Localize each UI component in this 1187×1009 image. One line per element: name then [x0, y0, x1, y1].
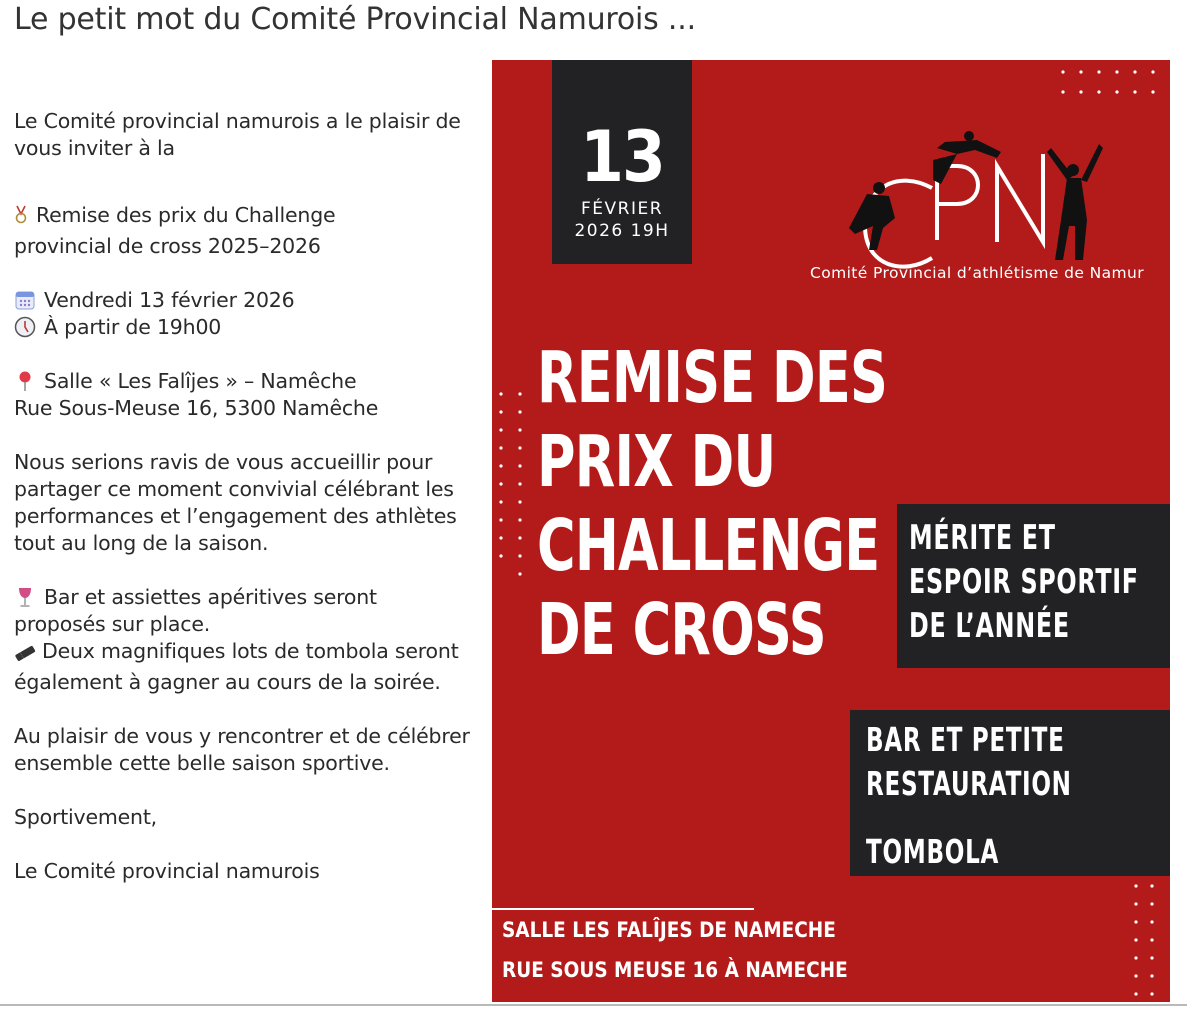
- venue-name: Salle « Les Falîjes » – Namêche: [44, 369, 357, 393]
- dot-pattern-left: [498, 390, 528, 580]
- bar-line-2: proposés sur place.: [14, 612, 211, 636]
- bar-line: BAR ET PETITE: [866, 720, 1065, 759]
- poster-address-line-2: RUE SOUS MEUSE 16 À NAMECHE: [502, 958, 848, 982]
- venue-address: Rue Sous-Meuse 16, 5300 Namêche: [14, 396, 379, 420]
- signoff-text: Sportivement,: [14, 805, 158, 829]
- dot-pattern-top-right: [1059, 68, 1169, 98]
- closing-text: Au plaisir de vous y rencontrer et de célébrer ensemble cette belle saison sportive.: [14, 724, 470, 775]
- poster-date-box: [552, 60, 692, 264]
- medal-icon: [14, 205, 28, 233]
- poster-main-title: [537, 336, 887, 672]
- bar-text: [866, 718, 1072, 806]
- title-line: REMISE DES: [537, 336, 888, 419]
- merite-line: DE L’ANNÉE: [909, 606, 1070, 646]
- merite-line: MÉRITE ET: [909, 518, 1056, 558]
- merite-text: [909, 516, 1139, 648]
- ticket-icon: [14, 642, 36, 669]
- welcome-text: Nous serions ravis de vous accueillir pour partager ce moment convivial célébrant les performances et l’engagement des athlètes tout au long de la saison.: [14, 450, 457, 555]
- datetime-paragraph: [14, 287, 484, 341]
- bottom-divider: [0, 1004, 1187, 1006]
- wine-glass-icon: [14, 586, 36, 608]
- clock-icon: [14, 316, 36, 338]
- pin-icon: [14, 370, 36, 392]
- event-date: Vendredi 13 février 2026: [44, 288, 295, 312]
- bar-line: RESTAURATION: [866, 764, 1072, 803]
- poster-address-line-1: SALLE LES FALÎJES DE NAMECHE: [502, 918, 836, 942]
- intro-text: Le Comité provincial namurois a le plaisir de vous inviter à la: [14, 109, 461, 160]
- address-divider: [492, 908, 754, 910]
- page-title: Le petit mot du Comité Provincial Namurois ...: [14, 2, 696, 37]
- dot-pattern-bottom-right: [1132, 882, 1162, 1002]
- poster-logo-caption: Comité Provincial d’athlétisme de Namur: [810, 264, 1145, 282]
- extras-paragraph: [14, 584, 484, 696]
- event-paragraph: [14, 202, 484, 260]
- poster-date-month: FÉVRIER: [580, 199, 664, 219]
- signature-text: Le Comité provincial namurois: [14, 859, 320, 883]
- title-line: PRIX DU: [537, 420, 776, 503]
- bar-box: [850, 710, 1170, 876]
- merite-box: [897, 504, 1170, 668]
- calendar-icon: [14, 289, 36, 311]
- event-line-1: Remise des prix du Challenge: [36, 203, 336, 227]
- merite-line: ESPOIR SPORTIF: [909, 562, 1139, 602]
- poster-date-time: 2026 19H: [574, 221, 670, 241]
- bar-line-1: Bar et assiettes apéritives seront: [44, 585, 377, 609]
- invitation-message: [14, 108, 484, 912]
- event-line-2: provincial de cross 2025–2026: [14, 234, 321, 258]
- location-paragraph: [14, 368, 484, 422]
- poster-date-day: 13: [580, 116, 664, 198]
- title-line: DE CROSS: [537, 588, 826, 671]
- event-time: À partir de 19h00: [44, 315, 222, 339]
- event-poster: [492, 60, 1170, 1002]
- cpn-logo: [837, 130, 1137, 320]
- title-line: CHALLENGE: [537, 504, 880, 587]
- tombola-text: Deux magnifiques lots de tombola seront également à gagner au cours de la soirée.: [14, 639, 459, 694]
- tombola-label: TOMBOLA: [866, 832, 1000, 871]
